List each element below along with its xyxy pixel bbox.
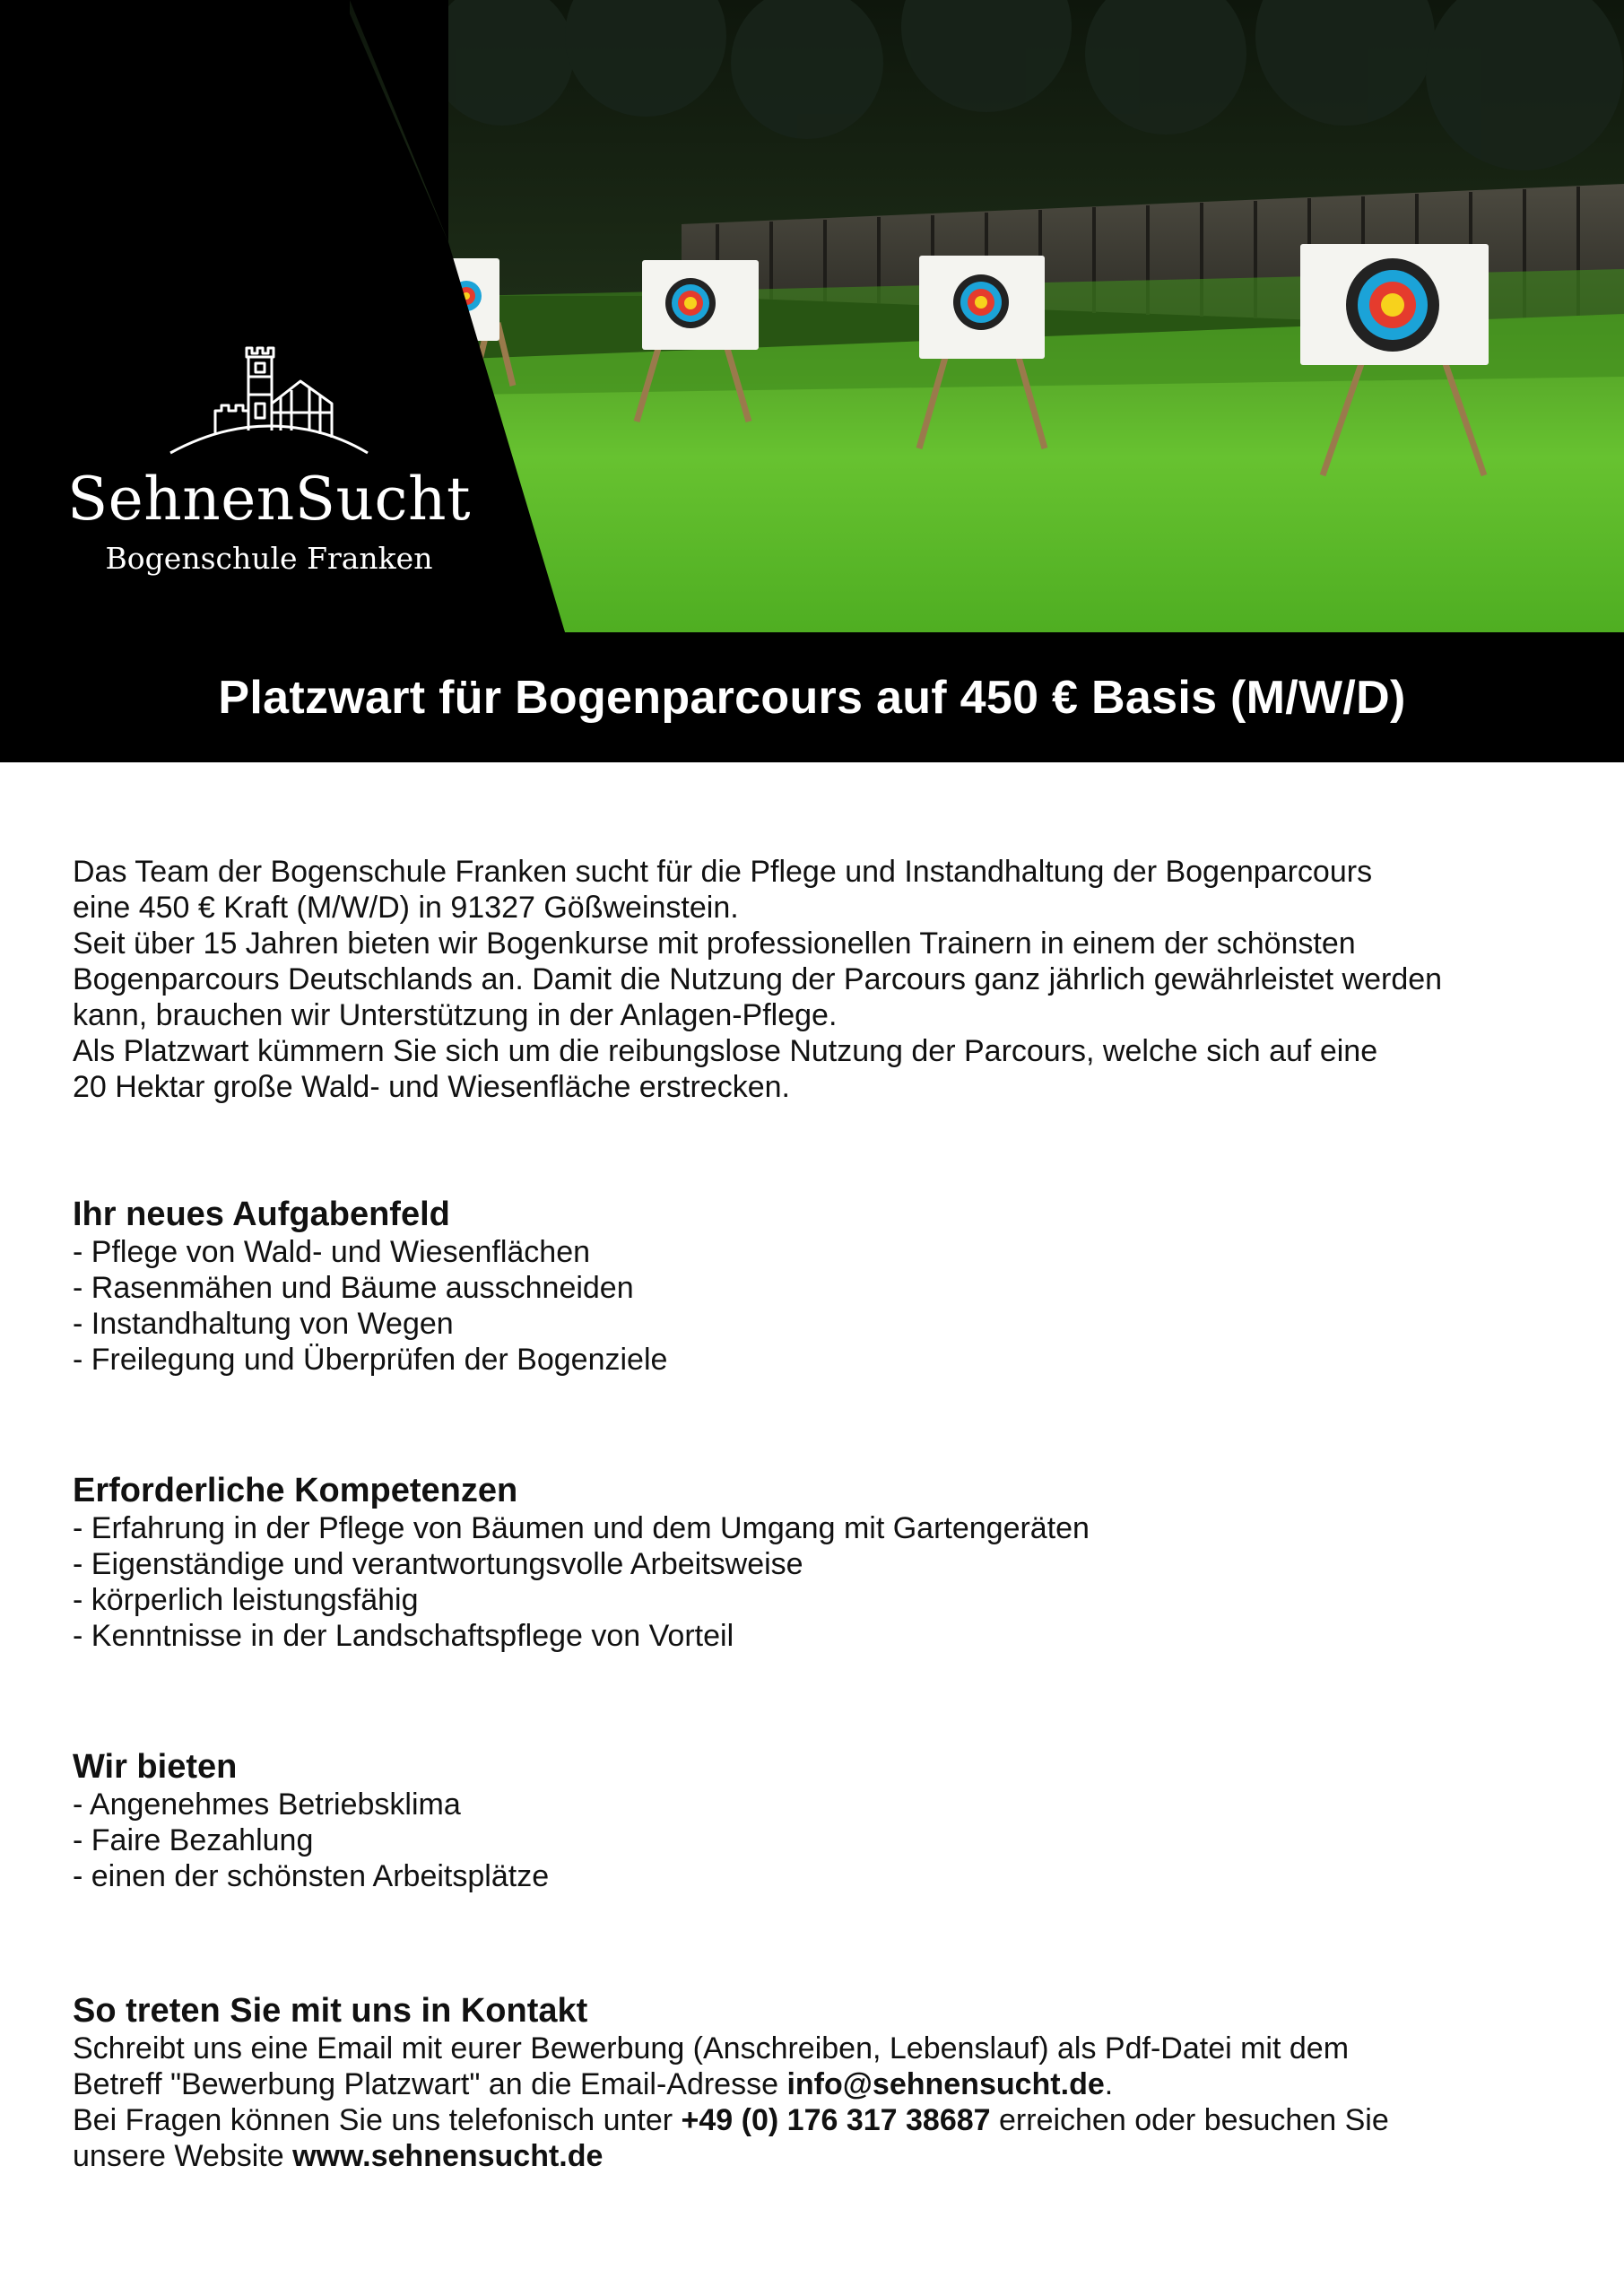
- list-item: - Instandhaltung von Wegen: [73, 1307, 454, 1341]
- job-title: Platzwart für Bogenparcours auf 450 € Basis (M/W/D): [218, 671, 1406, 724]
- list-item: - einen der schönsten Arbeitsplätze: [73, 1859, 550, 1893]
- contact-text: erreichen oder besuchen Sie: [990, 2103, 1389, 2137]
- tasks-list: [73, 1234, 1561, 1378]
- skills-section: [73, 1471, 1561, 1654]
- intro-line: Als Platzwart kümmern Sie sich um die reibungslose Nutzung der Parcours, welche sich auf eine: [73, 1034, 1378, 1068]
- list-item: - Freilegung und Überprüfen der Bogenziele: [73, 1343, 668, 1377]
- list-item: - Angenehmes Betriebsklima: [73, 1787, 461, 1822]
- list-item: - Faire Bezahlung: [73, 1823, 314, 1857]
- skills-list: [73, 1510, 1561, 1654]
- list-item: - Rasenmähen und Bäume ausschneiden: [73, 1271, 634, 1305]
- list-item: - körperlich leistungsfähig: [73, 1583, 419, 1617]
- contact-text: Betreff "Bewerbung Platzwart" an die Email-Adresse: [73, 2067, 787, 2101]
- website-link[interactable]: www.sehnensucht.de: [292, 2139, 604, 2173]
- email-link[interactable]: info@sehnensucht.de: [786, 2067, 1105, 2101]
- job-description: [73, 854, 1561, 2174]
- intro-line: kann, brauchen wir Unterstützung in der Anlagen-Pflege.: [73, 998, 838, 1032]
- skills-heading: Erforderliche Kompetenzen: [73, 1472, 518, 1509]
- list-item: - Pflege von Wald- und Wiesenflächen: [73, 1235, 591, 1269]
- tasks-section: [73, 1195, 1561, 1378]
- offer-section: [73, 1747, 1561, 1894]
- castle-logo-icon: [166, 341, 372, 457]
- contact-line: [73, 2066, 1561, 2102]
- contact-text: .: [1104, 2067, 1114, 2101]
- contact-text: unsere Website: [73, 2139, 293, 2173]
- list-item: - Kenntnisse in der Landschaftspflege von Vorteil: [73, 1619, 734, 1653]
- contact-section: [73, 1991, 1561, 2174]
- intro-line: Bogenparcours Deutschlands an. Damit die Nutzung der Parcours ganz jährlich gewährleistet werden: [73, 962, 1443, 996]
- contact-text: Bei Fragen können Sie uns telefonisch unter: [73, 2103, 682, 2137]
- intro-paragraph: [73, 854, 1561, 1105]
- contact-line: [73, 2102, 1561, 2138]
- brand-logo-block: [54, 341, 484, 576]
- intro-line: 20 Hektar große Wald- und Wiesenfläche erstrecken.: [73, 1070, 790, 1104]
- phone-number[interactable]: +49 (0) 176 317 38687: [681, 2103, 991, 2137]
- contact-heading: So treten Sie mit uns in Kontakt: [73, 1992, 588, 2030]
- intro-line: Das Team der Bogenschule Franken sucht für die Pflege und Instandhaltung der Bogenparcours: [73, 855, 1373, 889]
- intro-line: eine 450 € Kraft (M/W/D) in 91327 Gößweinstein.: [73, 891, 739, 925]
- intro-line: Seit über 15 Jahren bieten wir Bogenkurse mit professionellen Trainern in einem der schönsten: [73, 926, 1356, 961]
- offer-list: [73, 1787, 1561, 1894]
- header-banner: [0, 0, 1624, 762]
- tasks-heading: Ihr neues Aufgabenfeld: [73, 1196, 450, 1233]
- contact-line: [73, 2138, 1561, 2174]
- brand-subtitle: Bogenschule Franken: [105, 541, 433, 576]
- offer-heading: Wir bieten: [73, 1748, 238, 1786]
- contact-line: Schreibt uns eine Email mit eurer Bewerbung (Anschreiben, Lebenslauf) als Pdf-Datei mit dem: [73, 2031, 1350, 2066]
- brand-name: SehnenSucht: [66, 465, 472, 534]
- list-item: - Erfahrung in der Pflege von Bäumen und dem Umgang mit Gartengeräten: [73, 1511, 1090, 1545]
- list-item: - Eigenständige und verantwortungsvolle Arbeitsweise: [73, 1547, 803, 1581]
